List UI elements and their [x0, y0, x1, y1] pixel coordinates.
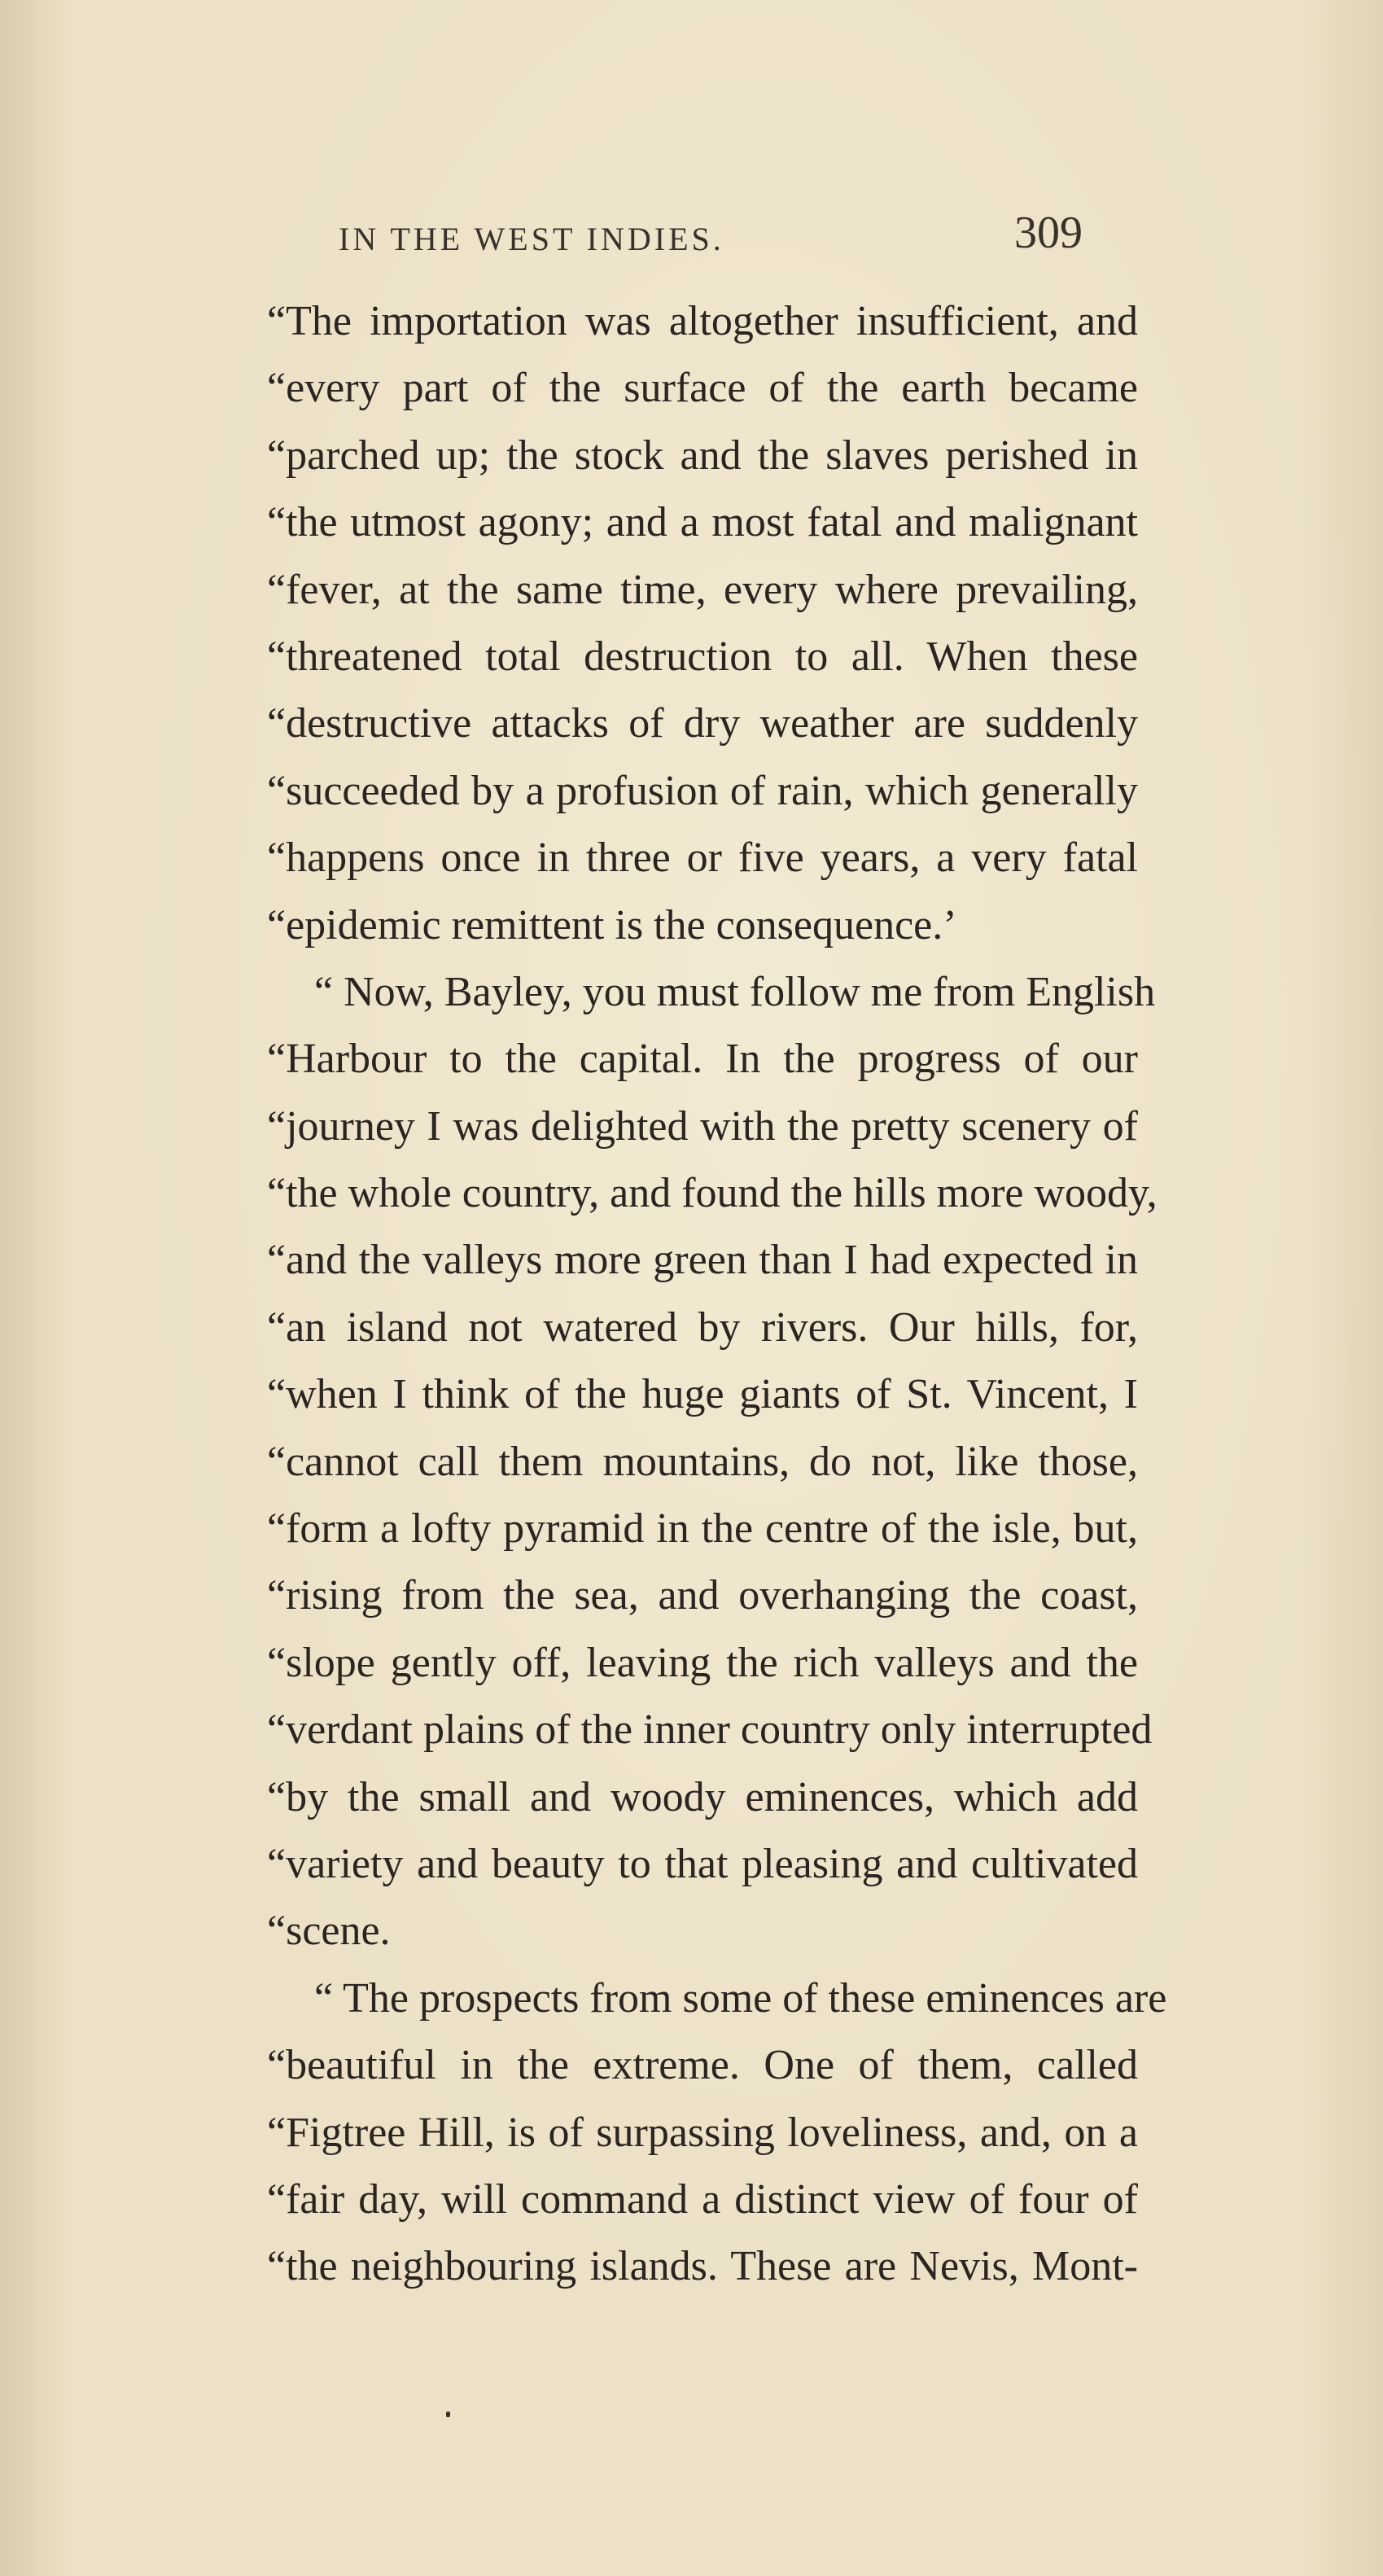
running-title: IN THE WEST INDIES. — [339, 221, 724, 257]
text-line: “slope gently off, leaving the rich valleys and the — [267, 1639, 1138, 1686]
text-line: “happens once in three or five years, a very fatal — [267, 835, 1138, 882]
text-line: “The importation was altogether insufficient, and — [267, 298, 1138, 344]
ink-speck — [446, 2412, 450, 2417]
text-line: “fair day, will command a distinct view of four of — [267, 2175, 1138, 2223]
text-line: “when I think of the huge giants of St. Vincent, I — [267, 1371, 1138, 1418]
body-text — [267, 288, 1167, 2301]
text-line: “scene. — [267, 1908, 391, 1955]
text-line: “the neighbouring islands. These are Nevis, Mont- — [267, 2243, 1138, 2290]
text-line: “variety and beauty to that pleasing and cultivated — [267, 1840, 1138, 1887]
text-line: “the utmost agony; and a most fatal and malignant — [267, 499, 1138, 546]
text-line: “cannot call them mountains, do not, like those, — [267, 1438, 1138, 1485]
text-line: “form a lofty pyramid in the centre of the isle, but, — [267, 1505, 1138, 1553]
text-line: “by the small and woody eminences, which add — [267, 1773, 1138, 1820]
text-line: “beautiful in the extreme. One of them, called — [267, 2042, 1138, 2089]
page-number: 309 — [1014, 208, 1083, 258]
text-line: “an island not watered by rivers. Our hills, for, — [267, 1303, 1138, 1351]
text-line: “ The prospects from some of these eminences are — [314, 1974, 1167, 2022]
text-line: “epidemic remittent is the consequence.’ — [267, 901, 957, 948]
text-line: “threatened total destruction to all. When these — [267, 633, 1138, 680]
text-line: “rising from the sea, and overhanging the coast, — [267, 1572, 1138, 1619]
text-line: “destructive attacks of dry weather are suddenly — [267, 700, 1138, 747]
text-line: “and the valleys more green than I had expected in — [267, 1237, 1138, 1284]
text-line: “Figtree Hill, is of surpassing loveliness, and, on a — [267, 2109, 1138, 2156]
text-line: “Harbour to the capital. In the progress of our — [267, 1036, 1138, 1083]
text-line: “ Now, Bayley, you must follow me from English — [314, 968, 1156, 1015]
text-line: “verdant plains of the inner country only interrupted — [267, 1706, 1153, 1754]
text-line: “the whole country, and found the hills more woody, — [267, 1170, 1158, 1217]
text-line: “journey I was delighted with the pretty scenery of — [267, 1102, 1138, 1150]
running-head — [0, 195, 1383, 269]
text-line: “every part of the surface of the earth became — [267, 365, 1138, 412]
text-line: “succeeded by a profusion of rain, which generally — [267, 767, 1138, 814]
text-line: “fever, at the same time, every where prevailing, — [267, 566, 1138, 613]
text-line: “parched up; the stock and the slaves perished in — [267, 432, 1138, 479]
